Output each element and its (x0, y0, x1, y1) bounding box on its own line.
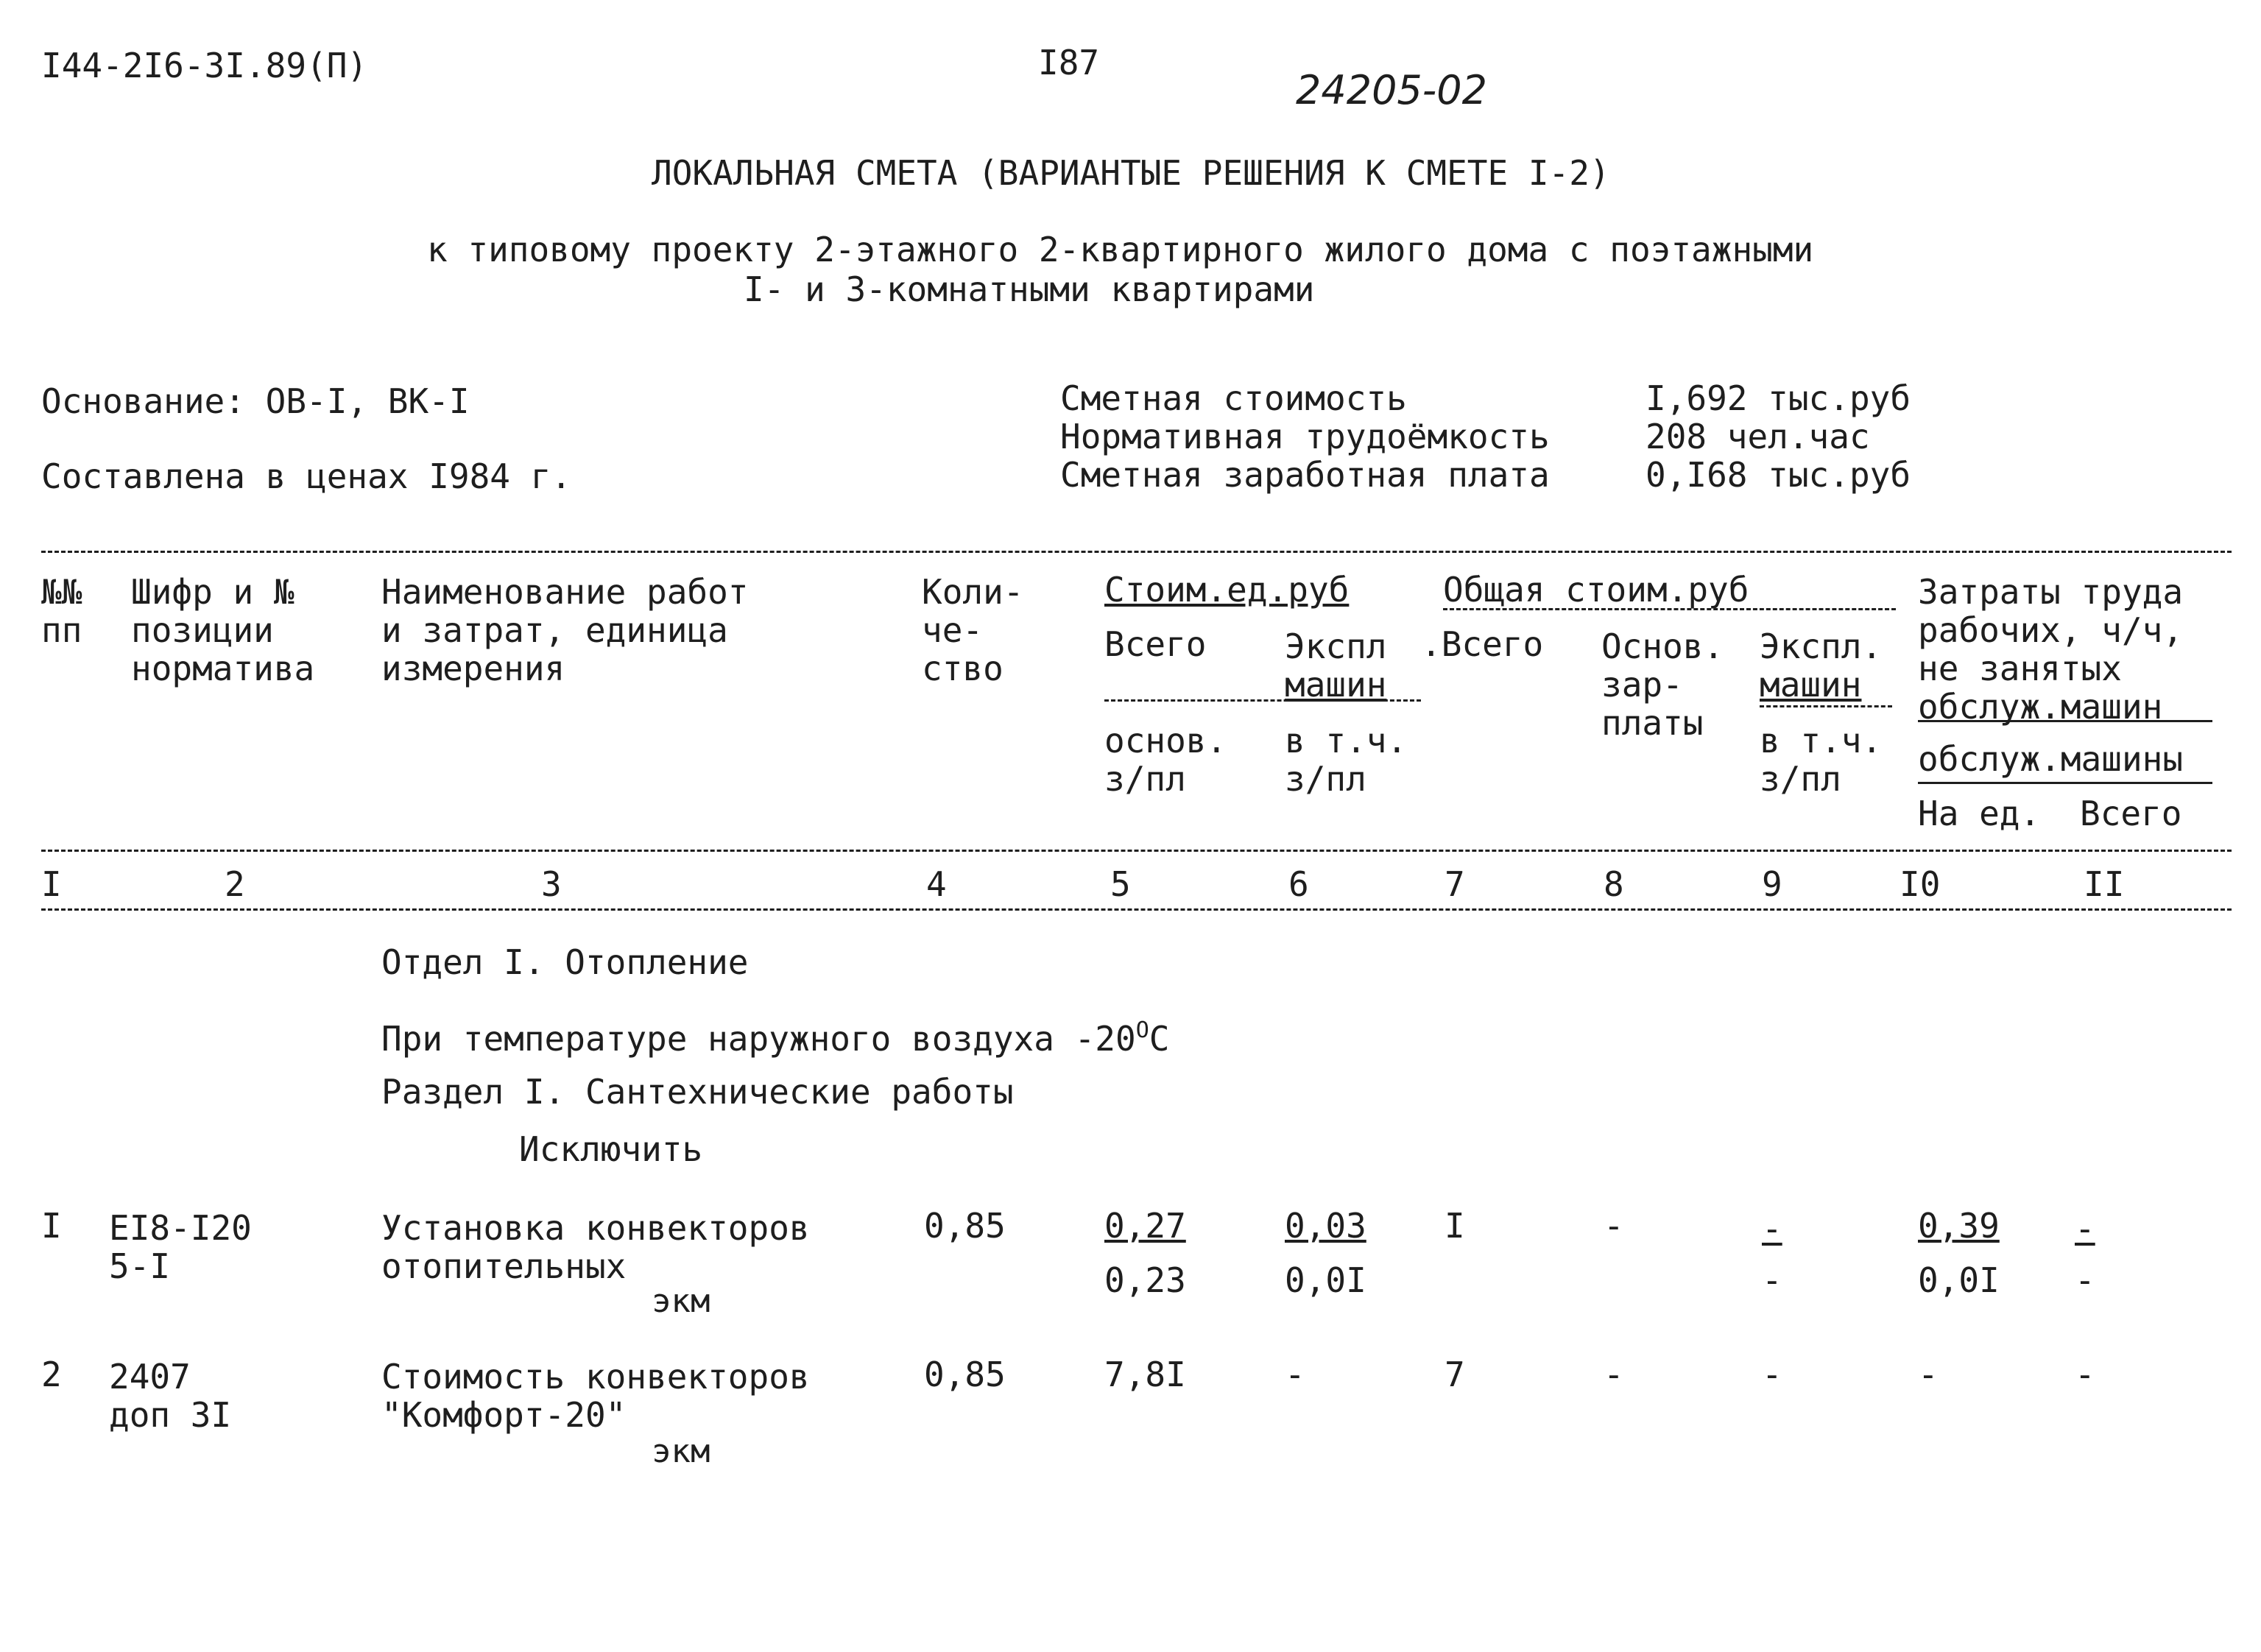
row2-labor-total: - (2075, 1355, 2095, 1394)
row2-machine-cost: - (1285, 1355, 1305, 1394)
header-labor-per-unit: На ед. (1918, 794, 2041, 833)
row1-unit: экм (652, 1282, 710, 1320)
department-heading: Отдел I. Отопление (381, 942, 749, 982)
colnum-bottom-rule (41, 908, 2232, 911)
document-subtitle-line1: к типовому проекту 2-этажного 2-квартирного жилого дома с поэтажными (427, 230, 1814, 269)
row1-labor-machine-total: - (2075, 1260, 2095, 1300)
row1-total-machine-wage: - (1762, 1260, 1782, 1300)
row2-code: 2407 доп 3I (109, 1357, 232, 1435)
colnum-1: I (41, 864, 62, 904)
row1-base-wage: - (1604, 1206, 1624, 1246)
row1-machine-cost: 0,03 (1285, 1206, 1366, 1246)
row1-code: EI8-I20 5-I (109, 1208, 252, 1286)
cost-label: Сметная стоимость (1060, 378, 1407, 418)
row1-labor-machine-per-unit: 0,0I (1918, 1260, 2000, 1300)
row1-machine-wage: 0,0I (1285, 1260, 1366, 1300)
header-labor-machines: обслуж.машины (1918, 739, 2184, 779)
row1-total-machine-cost: - (1762, 1209, 1782, 1249)
page-number: I87 (1038, 43, 1100, 82)
row1-num: I (41, 1206, 62, 1246)
header-col3: Наименование работ и затрат, единица измерения (381, 572, 749, 688)
header-col5-top: Всего (1104, 624, 1207, 664)
labor-rule-2 (1918, 782, 2212, 784)
table-top-rule (41, 551, 2232, 553)
row1-name: Установка конвекторов отопительных (381, 1208, 810, 1286)
header-col7: .Всего (1421, 624, 1544, 664)
cost-value: I,692 тыс.руб (1646, 378, 1911, 418)
colnum-11: II (2084, 864, 2125, 904)
unit-cost-split-rule (1104, 699, 1421, 702)
row1-labor-per-unit: 0,39 (1918, 1206, 2000, 1246)
row2-unit-cost: 7,8I (1104, 1355, 1186, 1394)
header-unit-cost: Стоим.ед.руб (1104, 570, 1350, 610)
header-col5-bottom: основ. з/пл (1104, 721, 1227, 799)
row2-base-wage: - (1604, 1355, 1624, 1394)
handwritten-code: 24205-02 (1296, 67, 1487, 113)
header-col9-bottom: в т.ч. з/пл (1760, 721, 1883, 799)
header-total-cost: Общая стоим.руб (1443, 570, 1749, 610)
colnum-4: 4 (926, 864, 947, 904)
row2-unit: экм (652, 1433, 710, 1470)
row1-unit-cost-wage: 0,23 (1104, 1260, 1186, 1300)
labor-value: 208 чел.час (1646, 417, 1870, 456)
row2-num: 2 (41, 1355, 62, 1394)
document-subtitle-line2: I- и 3-комнатными квартирами (744, 269, 1315, 309)
wage-value: 0,I68 тыс.руб (1646, 455, 1911, 495)
row1-total-cost: I (1445, 1206, 1465, 1246)
colnum-6: 6 (1288, 864, 1309, 904)
prices-text: Составлена в ценах I984 г. (41, 456, 572, 496)
header-col4: Коли- че- ство (922, 572, 1024, 688)
document-code: I44-2I6-3I.89(П) (41, 46, 368, 85)
labor-label: Нормативная трудоёмкость (1060, 417, 1550, 456)
colnum-2: 2 (225, 864, 245, 904)
row1-labor-total: - (2075, 1209, 2095, 1249)
header-col1: №№ пп (41, 572, 82, 650)
header-col9-top: Экспл. машин (1760, 626, 1883, 705)
colnum-10: I0 (1900, 864, 1941, 904)
colnum-5: 5 (1110, 864, 1131, 904)
colnum-8: 8 (1604, 864, 1624, 904)
row2-total-cost: 7 (1445, 1355, 1465, 1394)
colnum-7: 7 (1445, 864, 1465, 904)
section-heading: Раздел I. Сантехнические работы (381, 1072, 1014, 1112)
exclude-label: Исключить (519, 1129, 703, 1169)
row2-labor-per-unit: - (1918, 1355, 1939, 1394)
header-col8: Основ. зар- платы (1601, 626, 1724, 743)
row2-qty: 0,85 (924, 1355, 1006, 1394)
wage-label: Сметная заработная плата (1060, 455, 1550, 495)
colnum-9: 9 (1762, 864, 1782, 904)
total-cost-rule (1443, 608, 1896, 610)
row1-qty: 0,85 (924, 1206, 1006, 1246)
header-col6-top: Экспл машин (1285, 626, 1387, 705)
col9-split-rule (1760, 705, 1892, 707)
basis-text: Основание: ОВ-I, ВК-I (41, 381, 470, 421)
header-labor: Затраты труда рабочих, ч/ч, не занятых обслуж.машин (1918, 572, 2184, 727)
header-col2: Шифр и № позиции норматива (131, 572, 315, 688)
row2-name: Стоимость конвекторов "Комфорт-20" (381, 1357, 810, 1435)
row2-total-machine-cost: - (1762, 1355, 1782, 1394)
colnum-3: 3 (541, 864, 562, 904)
header-labor-total: Всего (2080, 794, 2182, 833)
header-col6-bottom: в т.ч. з/пл (1285, 721, 1408, 799)
header-bottom-rule (41, 850, 2232, 852)
row1-unit-cost-total: 0,27 (1104, 1206, 1186, 1246)
labor-rule-1 (1918, 720, 2212, 722)
temperature-note: При температуре наружного воздуха $-20^OС$ (381, 1017, 1170, 1059)
document-title: ЛОКАЛЬНАЯ СМЕТА (ВАРИАНТЫЕ РЕШЕНИЯ К СМЕТЕ I-2) (652, 153, 1610, 193)
